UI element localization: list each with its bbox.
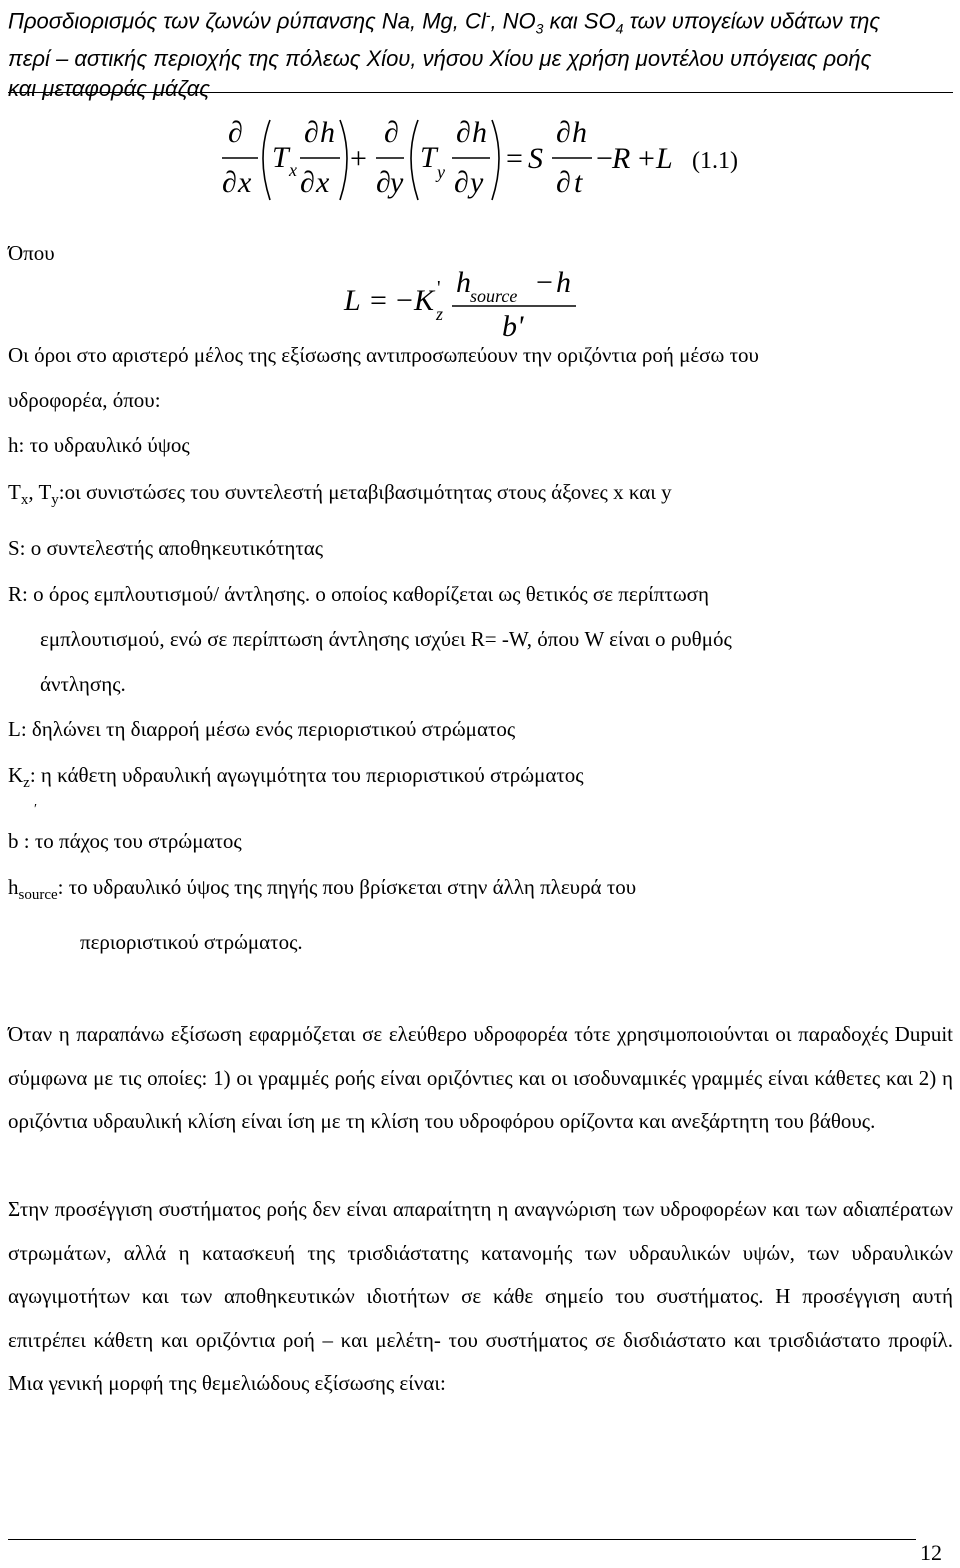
eq1-S: S xyxy=(528,142,543,175)
svg-text:b': b' xyxy=(502,310,524,342)
svg-text:z: z xyxy=(436,304,444,324)
footer-rule xyxy=(8,1539,916,1540)
svg-text:∂: ∂ xyxy=(556,166,571,199)
svg-text:∂: ∂ xyxy=(556,116,571,149)
svg-text:source: source xyxy=(470,286,518,306)
running-header xyxy=(8,0,953,104)
eq1-T-2: T xyxy=(420,141,437,174)
svg-text:∂: ∂ xyxy=(376,166,391,199)
eq1-minus: − xyxy=(596,142,613,175)
eq1-x-den-1: x xyxy=(238,166,252,199)
svg-text:−: − xyxy=(396,284,413,317)
equation-leakage xyxy=(0,262,960,342)
r-definition-line-2: εμπλουτισμού, ενώ σε περίπτωση άντλησης ισχύει R= -W, όπου W είναι ο ρυθμός xyxy=(40,627,732,651)
eq1-sub-y: y xyxy=(437,162,445,182)
page-number: 12 xyxy=(920,1540,942,1565)
header-rule xyxy=(8,92,953,93)
eq1-number: (1.1) xyxy=(692,148,738,174)
eq1-equals: = xyxy=(506,142,523,175)
svg-text:h: h xyxy=(572,116,587,149)
svg-text:t: t xyxy=(574,166,583,199)
svg-text:∂: ∂ xyxy=(300,166,315,199)
b-prime-mark: ′ xyxy=(34,802,38,817)
intro-line-1: Οι όροι στο αριστερό μέλος της εξίσωσης αντιπροσωπεύουν την οριζόντια ροή μέσω του xyxy=(8,343,759,367)
svg-text:L: L xyxy=(344,284,361,317)
svg-text:+: + xyxy=(638,142,655,175)
svg-text:∂: ∂ xyxy=(456,116,471,149)
header-line-2: περί – αστικής περιοχής της πόλεως Χίου, νήσου Χίου με χρήση μοντέλου υπόγειας ροής xyxy=(8,45,872,71)
t-definition: $T_x$, $T_y:o\iota$ συνιστώσες του συντελεστή μεταβιβασιμότητας στους άξονες x και y xyxy=(8,480,672,509)
svg-text:−: − xyxy=(536,266,553,299)
svg-text:x: x xyxy=(316,166,330,199)
svg-text:h: h xyxy=(556,266,571,299)
svg-text:h: h xyxy=(320,116,335,149)
equation-1-1 xyxy=(0,100,960,210)
eq1-d-den-1: ∂ xyxy=(222,166,237,199)
h-definition: h: το υδραυλικό ύψος xyxy=(8,433,190,457)
b-definition: b : το πάχος του στρώματος xyxy=(8,829,242,853)
eq1-T-1: T xyxy=(272,141,289,174)
svg-text:': ' xyxy=(437,277,441,299)
l-definition: L: δηλώνει τη διαρροή μέσω ενός περιοριστικού στρώματος xyxy=(8,717,516,741)
svg-text:∂: ∂ xyxy=(454,166,469,199)
svg-text:h: h xyxy=(472,116,487,149)
paragraph-system-approach: Στην προσέγγιση συστήματος ροής δεν είναι απαραίτητη η αναγνώριση των υδροφορέων και των αδιαπέρατων στρωμάτων, αλλά η κατασκευή της τρισδιάστατης κατανομής των υδραυλικών υψών, των υδραυλικών αγωγιμοτήτων και των αποθηκευτικών ιδιοτήτων σε κάθε σημείο του συστήματος. Η προσέγγιση αυτή επιτρέπει κάθετη και οριζόντια ροή – και μελέτη- του συστήματος σε δισδιάστατο και τρισδιάστατο προφίλ. Μια γενική μορφή της θεμελιώδους εξίσωσης είναι: xyxy=(8,1197,953,1395)
eq1-R: R xyxy=(612,142,631,175)
kz-definition: $K_z$: η κάθετη υδραυλική αγωγιμότητα του περιοριστικού στρώματος xyxy=(8,763,584,792)
r-definition-line-1: R: ο όρος εμπλουτισμού/ άντλησης. ο οποίος καθορίζεται ως θετικός σε περίπτωση xyxy=(8,582,709,606)
svg-text:y: y xyxy=(470,166,484,199)
eq1-plus: + xyxy=(350,142,367,175)
hsource-definition-line-2: περιοριστικού στρώματος. xyxy=(80,930,303,954)
hsource-definition: $h_{source}$: το υδραυλικό ύψος της πηγής που βρίσκεται στην άλλη πλευρά του xyxy=(8,875,637,904)
eq1-d-num-1: ∂ xyxy=(228,116,243,149)
eq1-sub-x: x xyxy=(289,160,297,180)
header-line-3: και μεταφοράς μάζας xyxy=(8,75,210,101)
opou-label: Όπου xyxy=(8,241,55,265)
svg-text:h: h xyxy=(456,266,471,299)
svg-text:K: K xyxy=(414,284,435,317)
header-line-1: Προσδιορισμός των ζωνών ρύπανσης Na, Mg, Cl-, $NO_3$ και $SO_4$ των υπογείων υδάτων της xyxy=(8,7,881,37)
paragraph-dupuit: Όταν η παραπάνω εξίσωση εφαρμόζεται σε ελεύθερο υδροφορέα τότε χρησιμοποιούνται οι παραδοχές Dupuit σύμφωνα με τις οποίες: 1) οι γραμμές ροής είναι οριζόντιες και οι ισοδυναμικές γραμμές είναι κάθετες και 2) η οριζόντια υδραυλική κλίση είναι ίση με τη κλίση του υδροφόρου ορίζοντα και ανεξάρτητη του βάθους. xyxy=(8,1022,953,1133)
s-definition: S: ο συντελεστής αποθηκευτικότητας xyxy=(8,536,324,560)
svg-text:∂: ∂ xyxy=(304,116,319,149)
r-definition-line-3: άντλησης. xyxy=(40,672,126,696)
eq1-L: L xyxy=(656,142,673,175)
intro-line-2: υδροφορέα, όπου: xyxy=(8,388,161,412)
svg-text:=: = xyxy=(370,284,387,317)
svg-text:∂: ∂ xyxy=(384,116,399,149)
svg-text:y: y xyxy=(390,166,404,199)
